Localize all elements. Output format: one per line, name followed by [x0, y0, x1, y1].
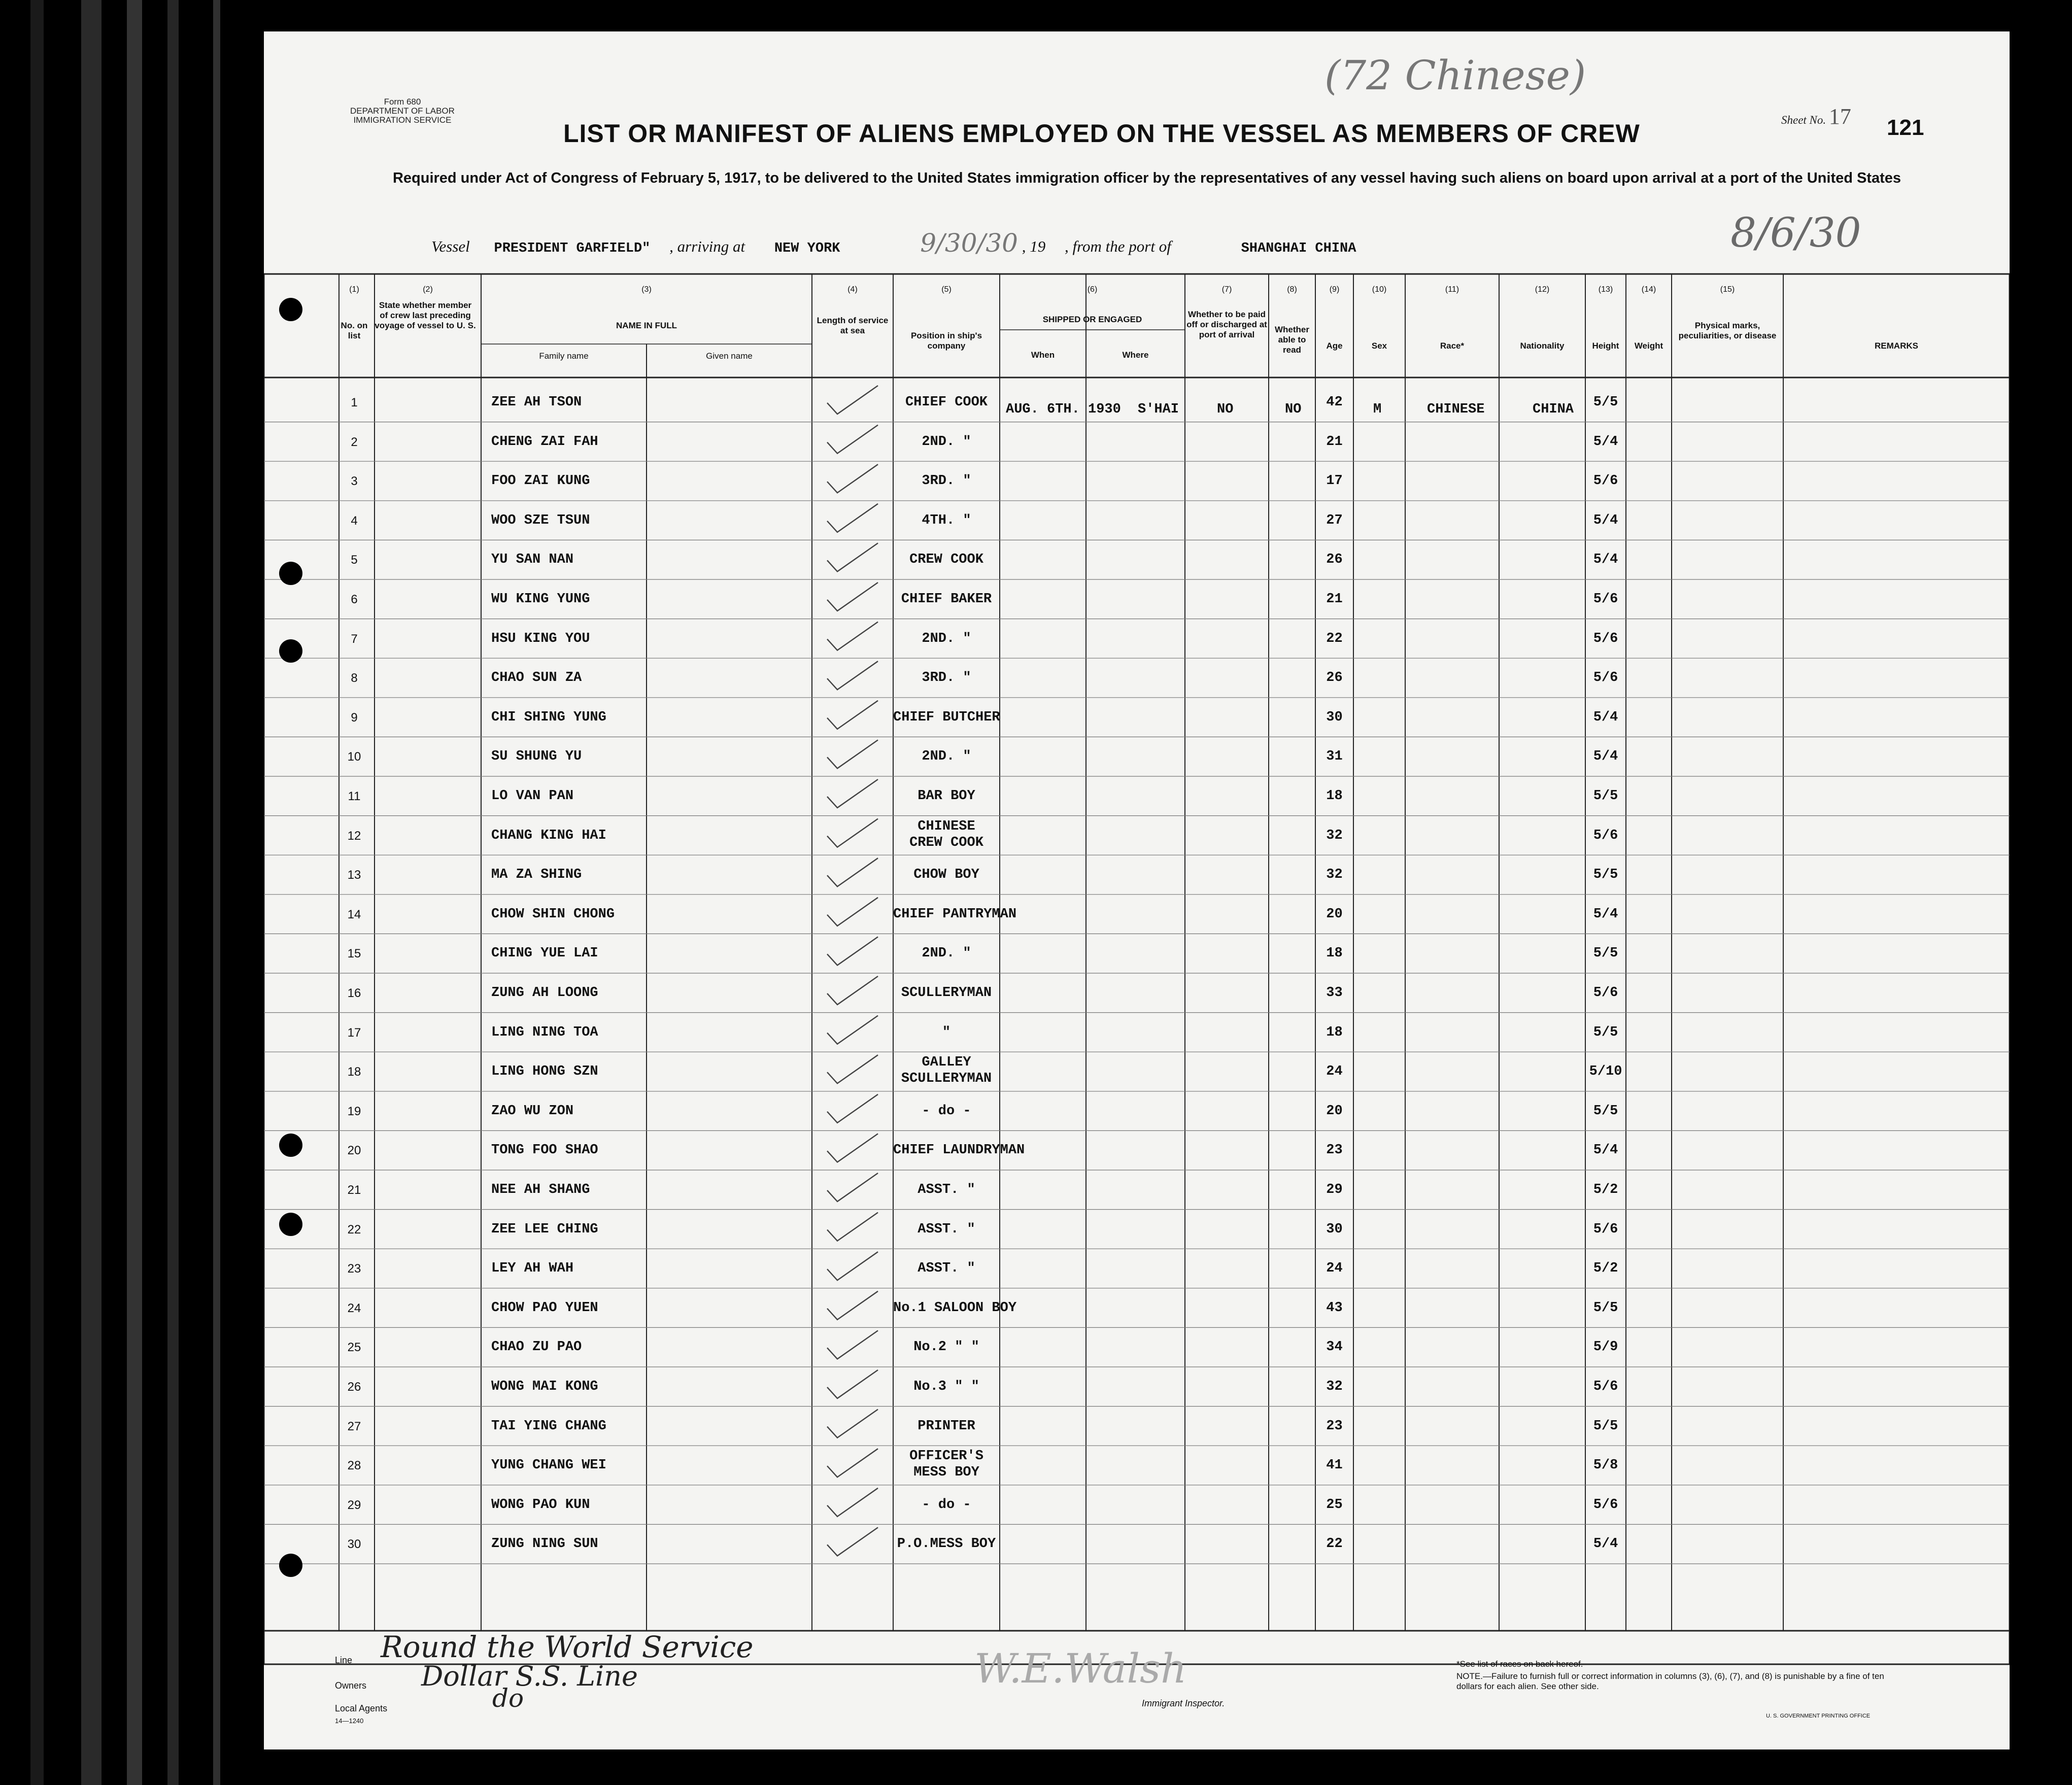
family-name: LING NING TOA [491, 1024, 598, 1040]
age: 17 [1326, 473, 1343, 489]
column-number: (9) [1329, 285, 1340, 294]
column-number: (4) [847, 285, 858, 294]
row-number: 16 [347, 986, 361, 1000]
height: 5/10 [1589, 1064, 1622, 1080]
column-number: (15) [1720, 285, 1735, 294]
height: 5/5 [1593, 867, 1618, 883]
position: 3RD. " [922, 670, 971, 686]
header-shipped: SHIPPED OR ENGAGED [1042, 315, 1142, 324]
position: OFFICER'S [909, 1449, 983, 1464]
check-mark [827, 464, 878, 493]
family-name: ZUNG NING SUN [491, 1536, 598, 1552]
header-family-name: Family name [539, 351, 589, 361]
position: CREW COOK [909, 552, 983, 568]
row-number: 27 [347, 1419, 361, 1433]
height: 5/2 [1593, 1261, 1618, 1277]
row-number: 6 [351, 593, 358, 606]
shipped-where: S'HAI [1138, 402, 1179, 417]
age: 18 [1326, 946, 1343, 962]
family-name: CHI SHING YUNG [491, 709, 606, 725]
check-mark [827, 1252, 878, 1280]
position: 2ND. " [922, 434, 971, 450]
position: P.O.MESS BOY [897, 1536, 996, 1552]
row-number: 5 [351, 553, 358, 567]
family-name: ZEE LEE CHING [491, 1221, 598, 1237]
family-name: WONG PAO KUN [491, 1497, 590, 1513]
check-mark [827, 622, 878, 650]
header-name-in-full: NAME IN FULL [616, 321, 677, 330]
position: 4TH. " [922, 512, 971, 528]
row-number: 29 [347, 1498, 361, 1512]
able-to-read: NO [1285, 402, 1302, 417]
header-length-service: Length of service at sea [817, 316, 889, 335]
binder-hole [279, 298, 302, 321]
age: 20 [1326, 906, 1343, 922]
check-mark [827, 1173, 878, 1202]
age: 29 [1326, 1182, 1343, 1197]
height: 5/6 [1593, 1497, 1618, 1513]
header-able-read: Whether able to read [1275, 325, 1309, 355]
check-mark [827, 779, 878, 808]
header-given-name: Given name [706, 351, 753, 361]
check-mark [827, 819, 878, 847]
column-number: (5) [941, 285, 952, 294]
height: 5/4 [1593, 512, 1618, 528]
position: CHIEF PANTRYMAN [893, 906, 1017, 922]
manifest-page [264, 31, 2010, 1749]
age: 33 [1326, 985, 1343, 1001]
row-number: 12 [347, 829, 361, 843]
family-name: HSU KING YOU [491, 631, 590, 646]
row-number: 11 [348, 789, 361, 803]
column-number: (7) [1221, 285, 1232, 294]
height: 5/4 [1593, 552, 1618, 568]
family-name: LO VAN PAN [491, 788, 574, 804]
height: 5/4 [1593, 1536, 1618, 1552]
column-number: (3) [641, 285, 652, 294]
row-number: 10 [347, 750, 361, 764]
vessel-line: Vessel PRESIDENT GARFIELD" , arriving at NEW YORK 9/30/30 , 19 , from the port of SHANGHAI CHINA [431, 228, 1356, 258]
family-name: YUNG CHANG WEI [491, 1458, 606, 1473]
check-mark [827, 1134, 878, 1162]
age: 25 [1326, 1497, 1343, 1513]
header-sex: Sex [1371, 341, 1387, 351]
height: 5/5 [1593, 1024, 1618, 1040]
family-name: WOO SZE TSUN [491, 512, 590, 528]
page-number: 121 [1887, 115, 1924, 140]
column-number: (6) [1087, 285, 1098, 294]
height: 5/9 [1593, 1340, 1618, 1355]
family-name: CHAO ZU PAO [491, 1340, 582, 1355]
binder-hole [279, 1213, 302, 1236]
age: 22 [1326, 1536, 1343, 1552]
binder-hole [279, 562, 302, 585]
check-mark [827, 1330, 878, 1359]
binder-hole [279, 1554, 302, 1577]
position: 2ND. " [922, 749, 971, 765]
age: 31 [1326, 749, 1343, 765]
row-number: 3 [351, 474, 358, 489]
film-edge-strip [213, 0, 220, 1785]
owners-label: Owners [335, 1680, 367, 1691]
column-number: (2) [423, 285, 433, 294]
height: 5/5 [1593, 946, 1618, 962]
binder-hole [279, 639, 302, 663]
check-mark [827, 1449, 878, 1477]
handwritten-note: (72 Chinese) [1324, 52, 1586, 99]
row-number: 19 [347, 1104, 361, 1118]
position: CREW COOK [909, 835, 983, 850]
family-name: CHAO SUN ZA [491, 670, 582, 686]
page-title: LIST OR MANIFEST OF ALIENS EMPLOYED ON THE VESSEL AS MEMBERS OF CREW [563, 119, 1640, 148]
row-number: 1 [351, 396, 358, 409]
races-note: *See list of races on back hereof. [1456, 1659, 1583, 1669]
row-number: 7 [351, 632, 358, 646]
check-mark [827, 661, 878, 690]
shipped-when: AUG. 6TH. 1930 [1006, 402, 1121, 417]
position: 2ND. " [922, 631, 971, 646]
age: 23 [1326, 1418, 1343, 1434]
row-number: 28 [347, 1459, 361, 1473]
line-value: Round the World Service [381, 1630, 754, 1664]
age: 30 [1326, 709, 1343, 725]
check-mark [827, 1055, 878, 1083]
film-edge-strip [167, 0, 179, 1785]
position: BAR BOY [918, 788, 975, 804]
position: PRINTER [918, 1418, 975, 1434]
row-number: 8 [351, 671, 358, 685]
height: 5/2 [1593, 1182, 1618, 1197]
row-number: 13 [347, 868, 361, 882]
printing-office: U. S. GOVERNMENT PRINTING OFFICE [1766, 1713, 1871, 1719]
family-name: CHOW SHIN CHONG [491, 906, 615, 922]
position: GALLEY [922, 1055, 971, 1071]
binder-hole [279, 1134, 302, 1157]
family-name: CHOW PAO YUEN [491, 1300, 598, 1316]
family-name: CHENG ZAI FAH [491, 434, 598, 450]
age: 23 [1326, 1143, 1343, 1158]
position: No.1 SALOON BOY [893, 1300, 1017, 1316]
row-number: 22 [347, 1222, 361, 1237]
age: 41 [1326, 1458, 1343, 1473]
age: 20 [1326, 1103, 1343, 1119]
family-name: ZEE AH TSON [491, 395, 582, 410]
position: CHIEF LAUNDRYMAN [893, 1143, 1025, 1158]
row-number: 21 [347, 1183, 361, 1197]
line-label: Line [335, 1655, 353, 1665]
row-number: 9 [351, 710, 358, 725]
position: CHIEF BAKER [901, 592, 992, 607]
row-number: 17 [347, 1025, 361, 1040]
height: 5/6 [1593, 631, 1618, 646]
arrival-date: 9/30/30 [920, 228, 1018, 258]
height: 5/8 [1593, 1458, 1618, 1473]
page-subtitle: Required under Act of Congress of February 5, 1917, to be delivered to the United States immigration officer by the representatives of any vessel having such aliens on board upon arrival at a port of the United States [392, 170, 1901, 186]
age: 21 [1326, 434, 1343, 450]
column-number: (1) [349, 285, 359, 294]
check-mark [827, 1370, 878, 1398]
position: ASST. " [918, 1182, 975, 1197]
inspector-label: Immigrant Inspector. [1142, 1698, 1225, 1708]
position: CHIEF BUTCHER [893, 709, 1000, 725]
position: CHIEF COOK [905, 395, 988, 410]
age: 30 [1326, 1221, 1343, 1237]
family-name: MA ZA SHING [491, 867, 582, 883]
family-name: WU KING YUNG [491, 592, 590, 607]
film-edge-strip [127, 0, 142, 1785]
age: 18 [1326, 1024, 1343, 1040]
height: 5/6 [1593, 985, 1618, 1001]
row-number: 26 [347, 1380, 361, 1394]
row-number: 14 [347, 907, 361, 921]
family-name: YU SAN NAN [491, 552, 574, 568]
position: " [942, 1024, 951, 1040]
row-number: 4 [351, 513, 358, 528]
age: 27 [1326, 512, 1343, 528]
check-mark [827, 937, 878, 965]
header-when: When [1031, 350, 1055, 360]
column-number: (14) [1641, 285, 1656, 294]
position: SCULLERYMAN [901, 985, 992, 1001]
age: 22 [1326, 631, 1343, 646]
age: 24 [1326, 1261, 1343, 1277]
row-number: 15 [347, 947, 361, 961]
age: 34 [1326, 1340, 1343, 1355]
family-name: FOO ZAI KUNG [491, 473, 590, 489]
column-number: (13) [1598, 285, 1613, 294]
position: CHINESE [918, 818, 975, 834]
header-no-on-list: No. on list [341, 321, 368, 340]
height: 5/5 [1593, 1103, 1618, 1119]
vessel-name: PRESIDENT GARFIELD" [494, 241, 651, 256]
position: No.3 " " [913, 1379, 979, 1394]
check-mark [827, 740, 878, 768]
position: MESS BOY [913, 1465, 979, 1481]
age: 32 [1326, 867, 1343, 883]
row-number: 24 [347, 1301, 361, 1315]
check-mark [827, 976, 878, 1005]
column-number: (12) [1535, 285, 1550, 294]
height: 5/6 [1593, 473, 1618, 489]
family-name: ZUNG AH LOONG [491, 985, 598, 1001]
position: ASST. " [918, 1221, 975, 1237]
family-name: CHANG KING HAI [491, 828, 606, 843]
column-number: (11) [1445, 285, 1459, 294]
header-position: Position in ship's company [910, 331, 982, 351]
age: 26 [1326, 552, 1343, 568]
height: 5/4 [1593, 906, 1618, 922]
position: - do - [922, 1497, 971, 1513]
failure-note: NOTE.—Failure to furnish full or correct information in columns (3), (6), (7), and (8) is punishable by a fine of ten dollars for each alien. See other side. [1456, 1671, 1884, 1691]
row-number: 23 [347, 1262, 361, 1276]
paid-off: NO [1217, 402, 1234, 417]
age: 32 [1326, 1379, 1343, 1394]
header-state-whether: State whether member of crew last preceding voyage of vessel to U. S. [375, 300, 476, 330]
column-number: (8) [1287, 285, 1297, 294]
row-number: 18 [347, 1065, 361, 1079]
position: SCULLERYMAN [901, 1071, 992, 1087]
height: 5/6 [1593, 1379, 1618, 1394]
height: 5/4 [1593, 434, 1618, 450]
header-where: Where [1122, 350, 1149, 360]
header-remarks: REMARKS [1875, 341, 1918, 351]
check-mark [827, 425, 878, 454]
family-name: SU SHUNG YU [491, 749, 582, 765]
nationality: CHINA [1533, 402, 1574, 417]
family-name: LEY AH WAH [491, 1261, 574, 1277]
position: CHOW BOY [913, 867, 979, 883]
film-edge-strip [81, 0, 101, 1785]
height: 5/6 [1593, 592, 1618, 607]
header-marks: Physical marks, peculiarities, or disease [1678, 321, 1777, 340]
family-name: LING HONG SZN [491, 1064, 598, 1080]
check-mark [827, 858, 878, 886]
check-mark [827, 543, 878, 571]
check-mark [827, 1291, 878, 1320]
height: 5/5 [1593, 395, 1618, 410]
header-race: Race* [1440, 341, 1465, 351]
position: - do - [922, 1103, 971, 1119]
height: 5/5 [1593, 788, 1618, 804]
owners-value: Dollar S.S. Line [421, 1660, 638, 1692]
local-agents-value: do [492, 1684, 524, 1713]
header-height: Height [1592, 341, 1619, 351]
family-name: CHING YUE LAI [491, 946, 598, 962]
handwritten-date: 8/6/30 [1730, 209, 1861, 256]
age: 42 [1326, 395, 1343, 410]
age: 32 [1326, 828, 1343, 843]
family-name: WONG MAI KONG [491, 1379, 598, 1394]
age: 43 [1326, 1300, 1343, 1316]
check-mark [827, 1527, 878, 1556]
age: 18 [1326, 788, 1343, 804]
family-name: ZAO WU ZON [491, 1103, 574, 1119]
inspector-signature: W.E.Walsh [974, 1645, 1187, 1692]
from-port: SHANGHAI CHINA [1241, 241, 1356, 256]
check-mark [827, 1488, 878, 1517]
header-nationality: Nationality [1520, 341, 1565, 351]
local-agents-label: Local Agents [335, 1703, 388, 1713]
position: No.2 " " [913, 1340, 979, 1355]
height: 5/4 [1593, 1143, 1618, 1158]
age: 26 [1326, 670, 1343, 686]
position: 2ND. " [922, 946, 971, 962]
check-mark [827, 1094, 878, 1123]
family-name: NEE AH SHANG [491, 1182, 590, 1197]
agents-code: 14—1240 [335, 1717, 364, 1725]
position: ASST. " [918, 1261, 975, 1277]
check-mark [827, 898, 878, 926]
height: 5/6 [1593, 1221, 1618, 1237]
form-id: Form 680 DEPARTMENT OF LABOR IMMIGRATION SERVICE [350, 97, 455, 125]
height: 5/4 [1593, 749, 1618, 765]
sex: M [1373, 402, 1382, 417]
family-name: TONG FOO SHAO [491, 1143, 598, 1158]
height: 5/4 [1593, 709, 1618, 725]
check-mark [827, 1213, 878, 1241]
header-weight: Weight [1634, 341, 1663, 351]
position: 3RD. " [922, 473, 971, 489]
height: 5/5 [1593, 1300, 1618, 1316]
check-mark [827, 701, 878, 729]
age: 24 [1326, 1064, 1343, 1080]
check-mark [827, 1016, 878, 1044]
family-name: TAI YING CHANG [491, 1418, 606, 1434]
check-mark [827, 582, 878, 611]
header-paid-off: Whether to be paid off or discharged at port of arrival [1186, 310, 1267, 339]
height: 5/6 [1593, 828, 1618, 843]
height: 5/6 [1593, 670, 1618, 686]
header-age: Age [1326, 341, 1343, 351]
row-number: 20 [347, 1144, 361, 1158]
race: CHINESE [1427, 402, 1485, 417]
check-mark [827, 386, 878, 414]
check-mark [827, 1410, 878, 1438]
film-edge-strip [30, 0, 44, 1785]
sheet-number: Sheet No. 17 [1781, 104, 1851, 129]
row-number: 2 [351, 435, 358, 449]
height: 5/5 [1593, 1418, 1618, 1434]
check-mark [827, 504, 878, 532]
arriving-port: NEW YORK [774, 241, 840, 256]
row-number: 30 [347, 1537, 361, 1552]
row-number: 25 [347, 1341, 361, 1355]
column-number: (10) [1372, 285, 1387, 294]
age: 21 [1326, 592, 1343, 607]
